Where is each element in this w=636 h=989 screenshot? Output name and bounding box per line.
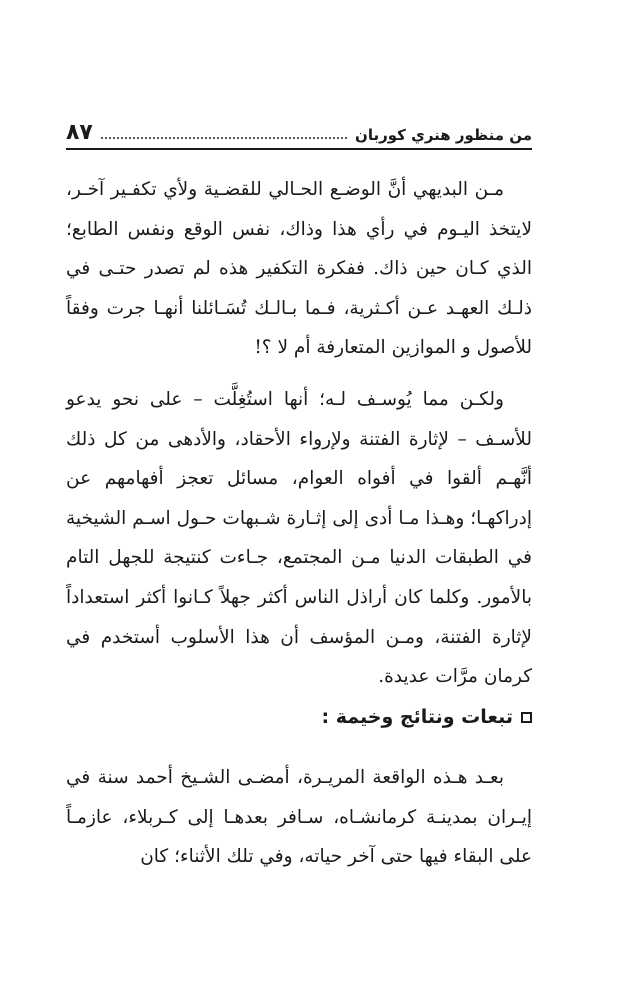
paragraph-1-block: [66, 170, 532, 368]
section-heading-text: تبعات ونتائج وخيمة :: [321, 706, 513, 728]
page-header: [66, 112, 532, 150]
paragraph-1: مـن البديهي أنَّ الوضـع الحـالي للقضـية ولأي تكفـير آخـر، لايتخذ اليـوم في رأي هذا وذاك، نفس الوقع ونفس الطابع؛ الذي كـان حين ذاك. ففكرة التكفير هذه لم تصدر حتـى في ذلـك العهـد عـن أكـثرية، فـما بـالـك تُسَـائلنا أنهـا جرت وفقاً للأصول و الموازين المتعارفة أم لا ؟!: [66, 179, 532, 359]
square-icon: [521, 712, 532, 723]
paragraph-2-block: [66, 380, 532, 697]
running-title: من منظور هنري كوربان: [355, 126, 532, 144]
page-number: ٨٧: [66, 120, 93, 145]
header-dot-leader: [101, 137, 347, 139]
paragraph-2: ولكـن مما يُوسـف لـه؛ أنها استُغِلَّت – على نحو يدعو للأسـف – لإثارة الفتنة ولإرواء الأحقاد، والأدهى من كل ذلك أنَّهـم ألقوا في أفواه العوام، مسائل تعجز أفهامهم عن إدراكهـا؛ وهـذا مـا أدى إلى إثـارة شـبهات حـول اسـم الشيخية في الطبقات الدنيا مـن المجتمع، جـاءت كنتيجة للجهل التام بالأمور. وكلما كان أراذل الناس أكثر جهلاً كـانوا أكثر استعداداً لإثارة الفتنة، ومـن المؤسف أن هذا الأسلوب أستخدم في كرمان مرَّات عديدة.: [66, 389, 532, 688]
paragraph-3-block: [66, 758, 532, 877]
section-heading: [66, 706, 532, 728]
paragraph-3: بعـد هـذه الواقعة المريـرة، أمضـى الشـيخ أحمد سنة في إيـران بمدينـة كرمانشـاه، سـافر بعدهـا إلى كـربلاء، عازمـاً على البقاء فيها حتى آخر حياته، وفي تلك الأثناء؛ كان: [66, 767, 532, 868]
